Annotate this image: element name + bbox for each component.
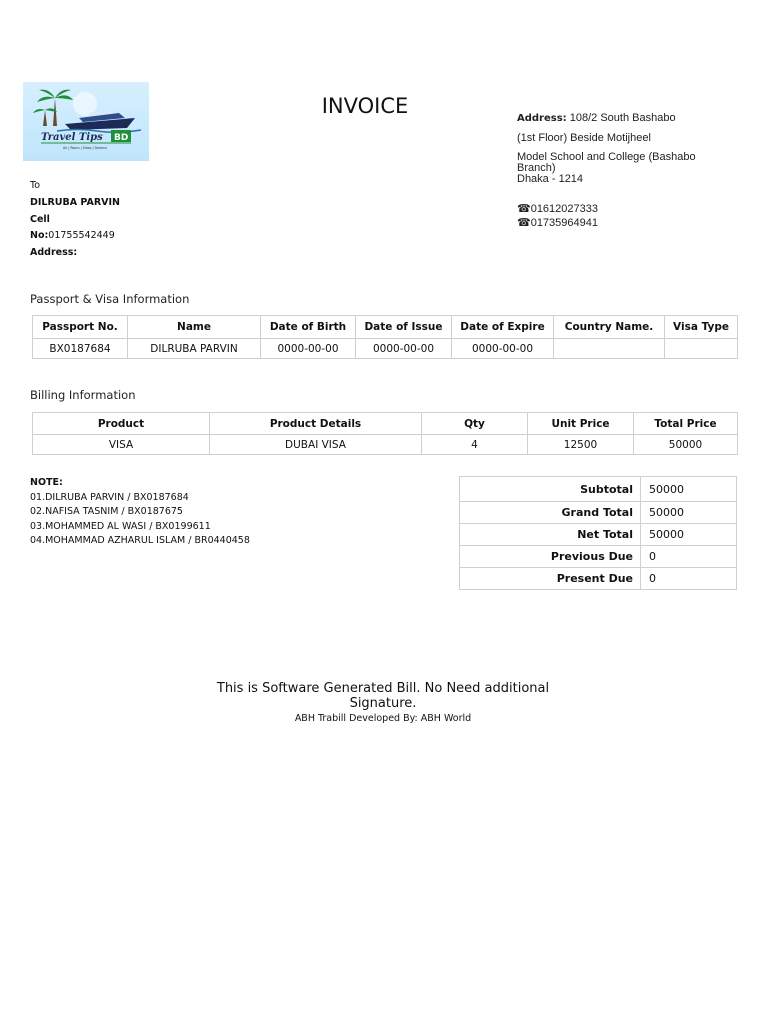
cell-name: DILRUBA PARVIN [128, 339, 261, 359]
totals-table [459, 476, 737, 590]
cell-product: VISA [33, 435, 210, 455]
col-date-issue: Date of Issue [356, 316, 452, 339]
company-address [517, 112, 737, 231]
logo-tagline: Air | Room | Sleep | Dreams [63, 146, 107, 150]
cell-passport-no: BX0187684 [33, 339, 128, 359]
net-total-value: 50000 [641, 524, 737, 546]
note-item: 02.NAFISA TASNIM / BX0187675 [30, 506, 183, 517]
address-line-2: (1st Floor) Beside Motijheel [517, 132, 651, 144]
address-line-4: Dhaka - 1214 [517, 173, 584, 185]
previous-due-label: Previous Due [460, 546, 641, 568]
footer-credit: ABH Trabill Developed By: ABH World [294, 713, 472, 724]
billing-section-heading: Billing Information [30, 388, 136, 402]
grand-total-label: Grand Total [460, 502, 641, 524]
passport-header-row [33, 316, 738, 339]
phone-1: ☎01612027333 [517, 203, 598, 215]
logo-brand-text: Travel Tips [41, 132, 103, 143]
net-total-label: Net Total [460, 524, 641, 546]
customer-name: DILRUBA PARVIN [30, 196, 120, 208]
totals-row-grand-total [460, 502, 737, 524]
invoice-title: INVOICE [321, 94, 409, 118]
cell-total-price: 50000 [634, 435, 738, 455]
present-due-label: Present Due [460, 568, 641, 590]
col-product: Product [33, 413, 210, 435]
address-line-1: 108/2 South Bashabo [569, 112, 676, 124]
note-item: 03.MOHAMMED AL WASI / BX0199611 [30, 520, 211, 532]
note-item: 04.MOHAMMAD AZHARUL ISLAM / BR0440458 [30, 535, 250, 546]
passport-table [32, 315, 738, 359]
address-line [517, 112, 737, 128]
totals-row-subtotal [460, 477, 737, 502]
company-logo [23, 82, 149, 161]
cell-unit-price: 12500 [528, 435, 634, 455]
logo-brand-badge: BD [114, 133, 129, 143]
note-item: 01.DILRUBA PARVIN / BX0187684 [30, 491, 189, 503]
grand-total-value: 50000 [641, 502, 737, 524]
subtotal-value: 50000 [641, 477, 737, 502]
customer-phone-number: 01755542449 [48, 230, 115, 242]
address-label: Address: [517, 113, 567, 124]
to-label: To [30, 180, 41, 191]
cell-product-details: DUBAI VISA [210, 435, 422, 455]
cell-label: Cell [30, 213, 50, 225]
billing-header-row [33, 413, 738, 435]
col-qty: Qty [422, 413, 528, 435]
cell-qty: 4 [422, 435, 528, 455]
present-due-value: 0 [641, 568, 737, 590]
address-line-3: Model School and College (Bashabo Branch) [517, 151, 696, 174]
passport-section-heading: Passport & Visa Information [30, 292, 190, 306]
phone-2: ☎01735964941 [517, 217, 598, 229]
cell-dob: 0000-00-00 [261, 339, 356, 359]
cell-date-issue: 0000-00-00 [356, 339, 452, 359]
totals-row-present-due [460, 568, 737, 590]
col-passport-no: Passport No. [33, 316, 128, 339]
footer-note: This is Software Generated Bill. No Need additional Signature. [216, 681, 550, 711]
col-product-details: Product Details [210, 413, 422, 435]
col-date-expire: Date of Expire [452, 316, 554, 339]
previous-due-value: 0 [641, 546, 737, 568]
table-row [33, 339, 738, 359]
col-name: Name [128, 316, 261, 339]
customer-info [30, 178, 120, 262]
col-total-price: Total Price [634, 413, 738, 435]
col-dob: Date of Birth [261, 316, 356, 339]
col-visa-type: Visa Type [665, 316, 738, 339]
notes [30, 476, 250, 549]
billing-table [32, 412, 738, 455]
cell-visa-type [665, 339, 738, 359]
table-row [33, 435, 738, 455]
cell-country [554, 339, 665, 359]
cell-date-expire: 0000-00-00 [452, 339, 554, 359]
totals-row-previous-due [460, 546, 737, 568]
notes-title: NOTE: [30, 477, 63, 488]
subtotal-label: Subtotal [460, 477, 641, 502]
totals-row-net-total [460, 524, 737, 546]
customer-phone: No:01755542449 [30, 230, 115, 242]
col-country: Country Name. [554, 316, 665, 339]
col-unit-price: Unit Price [528, 413, 634, 435]
customer-address-label: Address: [30, 247, 78, 259]
